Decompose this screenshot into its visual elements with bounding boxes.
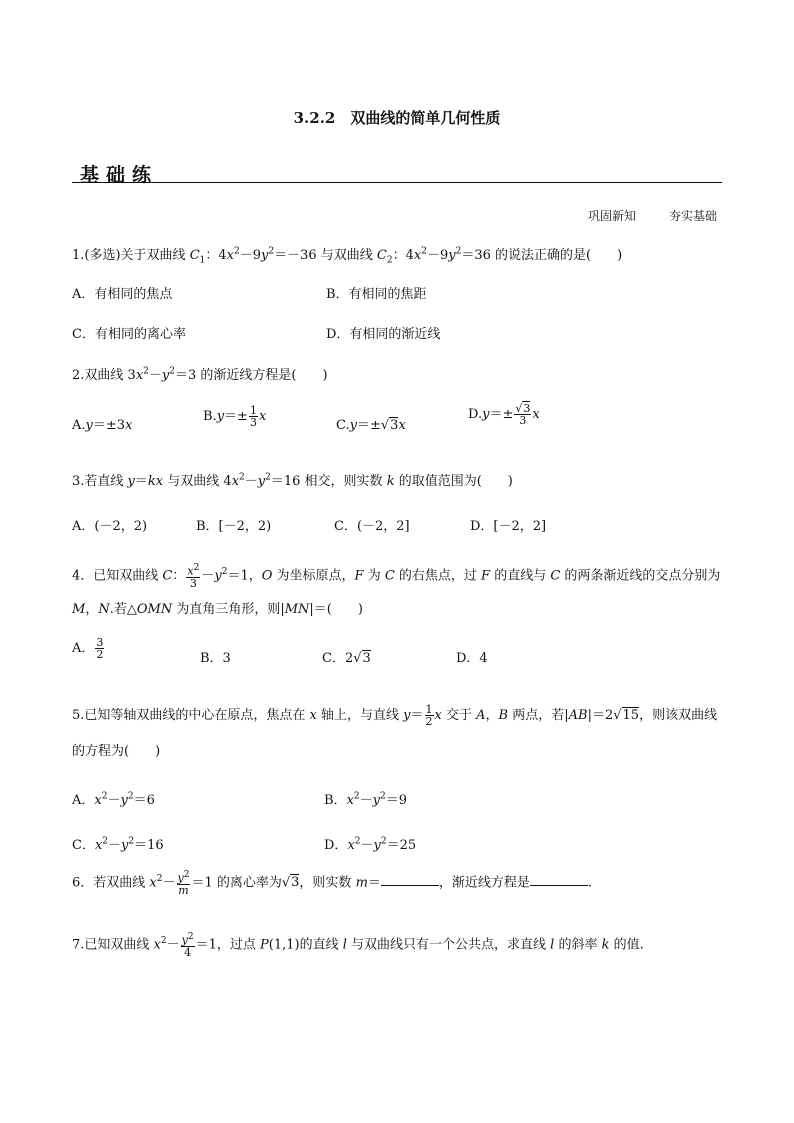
question-5-option-c: C．$x^2-y^2=16$ bbox=[72, 836, 164, 853]
question-1-option-b: B．有相同的焦距 bbox=[326, 287, 427, 302]
question-6-stem: 6．若双曲线 $x^2-$ $\frac{y^2}{m}$ ＝1 的离心率为√3，则实数 m＝ ，渐近线方程是 . bbox=[72, 870, 593, 897]
question-1-option-a: A．有相同的焦点 bbox=[72, 287, 173, 302]
section-rule bbox=[72, 182, 722, 183]
question-3-option-b: B．[－2，2) bbox=[196, 519, 272, 534]
question-4-stem: 4．已知双曲线 C： $\frac{x^2}{3}$ $-y^2=1$，O 为坐标原点，F 为 C 的右焦点，过 F 的直线与 C 的两条渐近线的交点分别为 M，N.若△OMN 为直角三角形，则|MN|＝( ) bbox=[72, 563, 721, 618]
question-2-option-b: B.y＝± $\frac{1}{3}$ x bbox=[203, 404, 267, 429]
question-4-option-b: B．3 bbox=[200, 651, 231, 666]
question-4-option-d: D．4 bbox=[456, 651, 488, 666]
page-title: 3.2.2 双曲线的简单几何性质 bbox=[293, 109, 501, 127]
question-4-option-a: A． $\frac{3}{2}$ bbox=[72, 636, 104, 661]
question-1-option-d: D．有相同的渐近线 bbox=[326, 327, 441, 342]
question-5-stem: 5.已知等轴双曲线的中心在原点，焦点在 x 轴上，与直线 y＝ $\frac{1}{2}$ x 交于 A，B 两点，若|AB|＝2√15，则该双曲线的方程为( ) bbox=[72, 703, 718, 759]
question-1-stem: 1.(多选)关于双曲线 $C_1$：$4x^2-9y^2=-36$ 与双曲线 $C_2$：$4x^2-9y^2=36$ 的说法正确的是( ) bbox=[72, 246, 623, 266]
question-2-option-a: A.y＝±3x bbox=[72, 418, 133, 433]
question-5-option-d: D．$x^2-y^2=25$ bbox=[324, 836, 417, 853]
tag-consolidate: 巩固新知 bbox=[588, 209, 637, 223]
question-2-stem: 2.双曲线 $3x^2-y^2=3$ 的渐近线方程是( ) bbox=[72, 366, 328, 383]
tag-foundation: 夯实基础 bbox=[669, 209, 718, 223]
question-3-option-d: D．[－2，2] bbox=[470, 519, 547, 534]
question-3-option-c: C．(－2，2] bbox=[334, 519, 410, 534]
question-5-option-a: A．$x^2-y^2=6$ bbox=[72, 791, 155, 808]
question-3-stem: 3.若直线 y＝kx 与双曲线 $4x^2-y^2=16$ 相交，则实数 k 的取值范围为( ) bbox=[72, 472, 513, 489]
question-2-option-d: D.y＝± $\frac{√3}{3}$ x bbox=[468, 402, 540, 427]
question-2-option-c: C.y＝±√3x bbox=[336, 418, 406, 433]
question-3-option-a: A．(－2，2) bbox=[72, 519, 148, 534]
question-7-stem: 7.已知双曲线 $x^2-$ $\frac{y^2}{4}$ ＝1，过点 P(1,1)的直线 l 与双曲线只有一个公共点，求直线 l 的斜率 k 的值. bbox=[72, 932, 644, 959]
question-5-option-b: B．$x^2-y^2=9$ bbox=[324, 791, 408, 808]
question-1-option-c: C．有相同的离心率 bbox=[72, 327, 186, 342]
answer-blank-m[interactable] bbox=[381, 875, 439, 886]
section-heading: 基础练 bbox=[80, 164, 159, 186]
question-4-option-c: C．2√3 bbox=[322, 651, 371, 666]
answer-blank-asymptote[interactable] bbox=[530, 875, 588, 886]
